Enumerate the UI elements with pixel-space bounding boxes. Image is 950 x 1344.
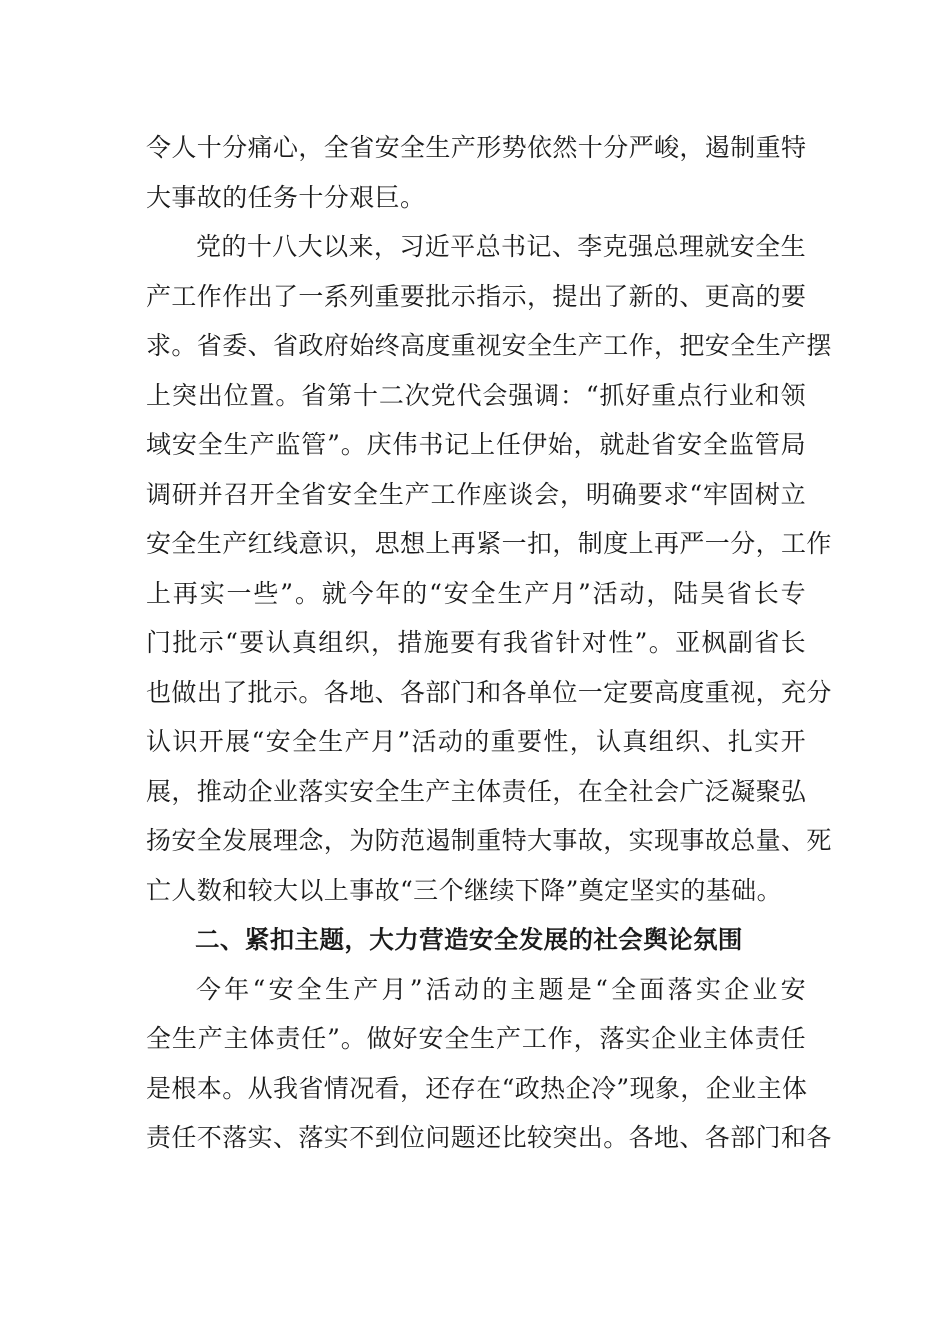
text-line: 全生产主体责任”。做好安全生产工作，落实企业主体责任: [146, 1024, 806, 1053]
text-line: 大事故的任务十分艰巨。: [146, 182, 426, 212]
body-paragraph: [146, 123, 806, 222]
body-paragraph: [146, 222, 832, 915]
text-line: 责任不落实、落实不到位问题还比较突出。各地、各部门和各: [146, 1123, 832, 1152]
text-line: 门批示“要认真组织，措施要有我省针对性”。亚枫副省长: [146, 628, 806, 657]
text-line: 今年“安全生产月”活动的主题是“全面落实企业安: [196, 974, 806, 1004]
section-heading: [146, 915, 806, 965]
text-line: 认识开展“安全生产月”活动的重要性，认真组织、扎实开: [146, 727, 806, 756]
body-paragraph: [146, 965, 832, 1163]
text-line: 调研并召开全省安全生产工作座谈会，明确要求“牢固树立: [146, 479, 806, 509]
text-line: 展，推动企业落实安全生产主体责任，在全社会广泛凝聚弘: [146, 776, 807, 806]
document-body: [146, 123, 832, 1163]
text-line: 令人十分痛心，全省安全生产形势依然十分严峻，遏制重特: [146, 133, 807, 162]
text-line: 是根本。从我省情况看，还存在“政热企冷”现象，企业主体: [146, 1073, 808, 1103]
text-line: 产工作作出了一系列重要批示指示，提出了新的、更高的要: [146, 281, 807, 311]
text-line: 求。省委、省政府始终高度重视安全生产工作，把安全生产摆: [146, 331, 832, 360]
text-line: 党的十八大以来，习近平总书记、李克强总理就安全生: [196, 232, 806, 261]
text-line: 亡人数和较大以上事故“三个继续下降”奠定坚实的基础。: [146, 875, 782, 905]
text-line: 扬安全发展理念，为防范遏制重特大事故，实现事故总量、死: [146, 826, 832, 855]
text-line: 上再实一些”。就今年的“安全生产月”活动，陆昊省长专: [146, 578, 806, 608]
text-line: 也做出了批示。各地、各部门和各单位一定要高度重视，充分: [146, 677, 832, 707]
text-line: 域安全生产监管”。庆伟书记上任伊始，就赴省安全监管局: [146, 430, 806, 459]
text-line: 安全生产红线意识，思想上再紧一扣，制度上再严一分，工作: [146, 529, 832, 558]
text-line: 二、紧扣主题，大力营造安全发展的社会舆论氛围: [195, 925, 743, 954]
text-line: 上突出位置。省第十二次党代会强调：“抓好重点行业和领: [146, 380, 806, 410]
